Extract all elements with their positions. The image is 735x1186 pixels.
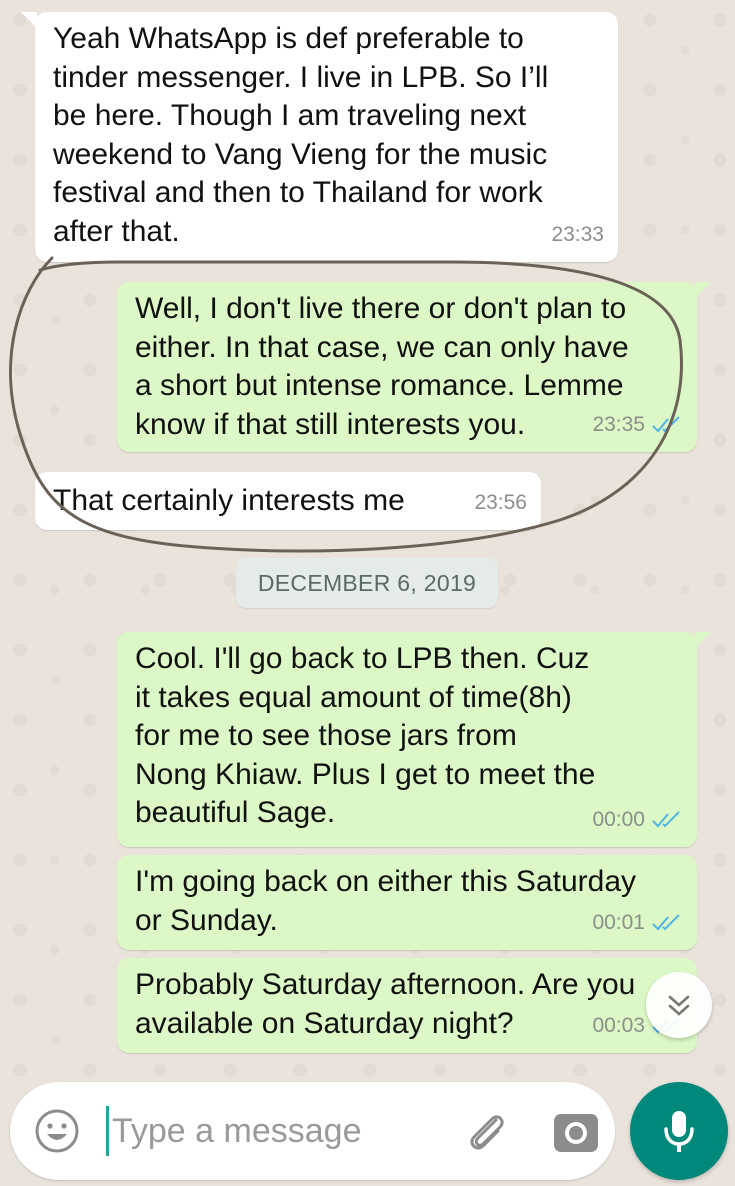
message-time: 00:00 [592,807,645,831]
date-divider-label: DECEMBER 6, 2019 [257,569,477,596]
message-bubble-outgoing[interactable] [117,632,697,847]
double-check-icon [651,416,683,434]
message-text: Yeah WhatsApp is def preferable to tinder messenger. I live in LPB. So I’ll be here. Though I am traveling next weekend to Vang Vieng for the music festival and then to Thailand for work after that. [53,22,549,248]
message-text: Probably Saturday afternoon. Are you available on Saturday night? [135,968,636,1040]
message-composer [10,1082,615,1180]
message-bubble-incoming[interactable] [35,12,618,262]
double-check-icon [651,811,683,829]
date-divider [236,558,498,608]
double-check-icon [651,914,683,932]
text-caret [106,1106,109,1156]
message-bubble-incoming[interactable] [35,472,541,530]
message-time: 00:03 [592,1013,645,1037]
smiley-icon[interactable] [32,1106,82,1156]
message-bubble-outgoing[interactable] [117,855,697,950]
paperclip-icon[interactable] [458,1104,514,1160]
message-meta [551,216,604,255]
message-time: 23:35 [592,412,645,436]
message-bubble-outgoing[interactable] [117,282,697,452]
message-text: That certainly interests me [53,484,405,517]
message-time: 00:01 [592,910,645,934]
message-time: 23:33 [551,222,604,246]
camera-icon[interactable] [548,1104,604,1160]
message-text: Cool. I'll go back to LPB then. Cuz it takes equal amount of time(8h) for me to see those jars from Nong Khiaw. Plus I get to meet the beautiful Sage. [135,642,596,829]
message-text: I'm going back on either this Saturday or Sunday. [135,865,637,937]
message-time: 23:56 [474,490,527,514]
message-meta [474,484,527,523]
message-meta [592,406,683,445]
message-bubble-outgoing[interactable] [117,958,697,1053]
scroll-to-bottom-button[interactable] [646,972,712,1038]
chevron-double-down-icon [664,990,694,1020]
mic-icon [659,1107,699,1155]
message-input[interactable] [112,1102,442,1160]
message-meta [592,904,683,943]
mic-button[interactable] [630,1082,728,1180]
message-text: Well, I don't live there or don't plan to either. In that case, we can only have a short but intense romance. Lemme know if that still interests you. [135,292,629,441]
message-meta [592,801,683,840]
